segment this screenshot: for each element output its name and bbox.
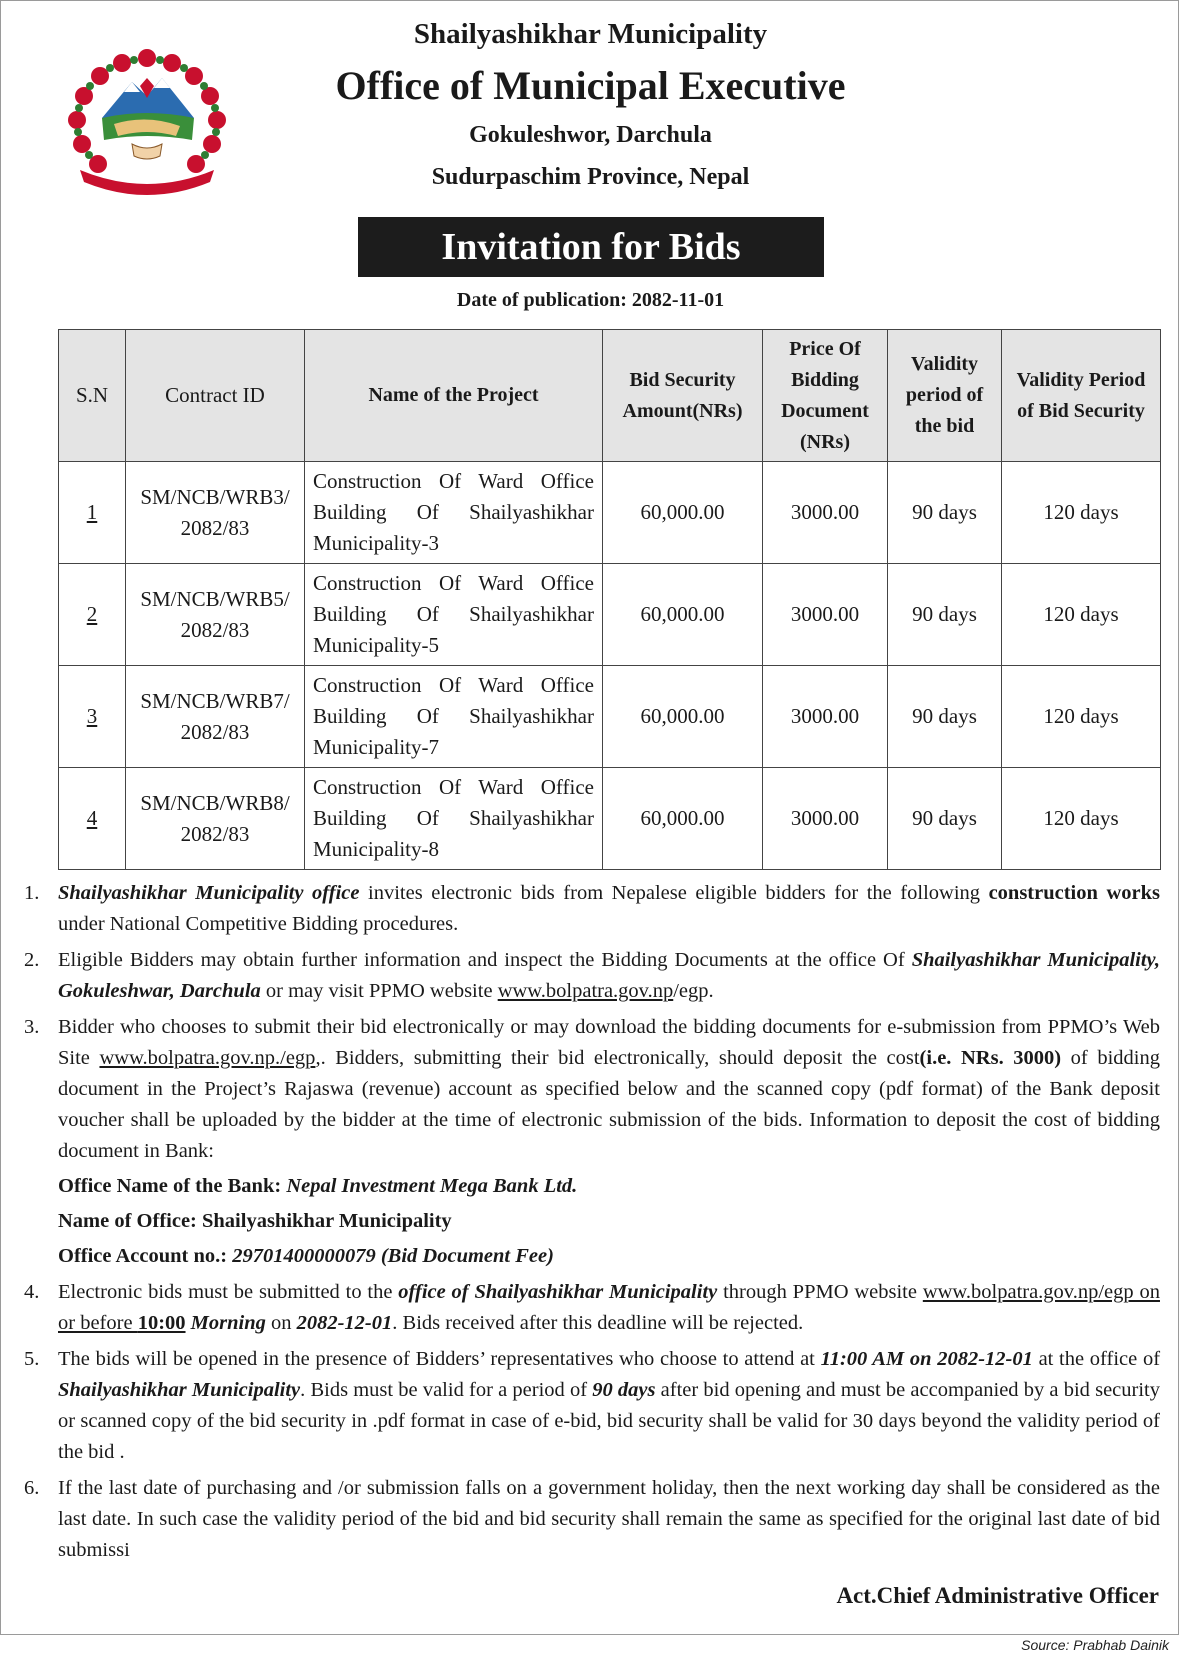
note-item	[24, 1012, 1160, 1272]
cell-price: 3000.00	[763, 564, 888, 666]
contract-id-line1: SM/NCB/WRB3/	[140, 484, 290, 509]
ppmo-website-link[interactable]: www.bolpatra.gov.np./egp	[99, 1047, 316, 1069]
sn-value: 1	[86, 500, 98, 524]
cell-project: Construction Of Ward Office Building Of Shailyashikhar Municipality-5	[305, 564, 603, 666]
col-header-price-line3: Document	[781, 399, 869, 422]
sn-value: 3	[86, 704, 98, 728]
col-header-validity-line2: period of	[905, 384, 984, 406]
opening-time: 11:00 AM on 2082-12-01	[820, 1348, 1033, 1370]
cell-project: Construction Of Ward Office Building Of Shailyashikhar Municipality-8	[305, 768, 603, 870]
note-text: Bidder who chooses to submit their bid electronically or may download the bidding documents for e-submission from PPMO’s Web Site	[58, 1016, 1160, 1069]
cell-validity-security: 120 days	[1002, 564, 1161, 666]
table-row	[59, 564, 1161, 666]
note-text: on	[265, 1312, 297, 1334]
note-text: Morning	[190, 1312, 266, 1334]
note-number: 4.	[24, 1281, 40, 1303]
sn-value: 2	[86, 602, 98, 626]
source-credit: Source: Prabhab Dainik	[1021, 1637, 1169, 1653]
note-item	[24, 878, 1160, 940]
note-text: of bidding document in the Project’s Rajaswa (revenue) account as specified below and the scanned copy (pdf format) of the Bank deposit voucher shall be uploaded by the bidder at the time of electronic submission of the bids. Information to deposit the cost of bidding document in Bank:	[58, 1047, 1160, 1162]
col-header-price-line2: Bidding	[791, 368, 859, 391]
office-province: Sudurpaschim Province, Nepal	[431, 164, 750, 190]
deadline-date: 2082-12-01	[296, 1312, 393, 1334]
col-header-validity-line1: Validity	[910, 353, 979, 375]
note-number: 2.	[24, 949, 40, 971]
note-text: at the office of	[1032, 1348, 1161, 1370]
cell-project: Construction Of Ward Office Building Of Shailyashikhar Municipality-3	[305, 462, 603, 564]
table-header-row	[59, 330, 1161, 462]
sn-value: 4	[86, 806, 98, 830]
cell-price: 3000.00	[763, 462, 888, 564]
note-text: Shailyashikhar Municipality office	[58, 882, 360, 904]
deadline-time: 10:00	[137, 1312, 186, 1334]
office-name-line: Name of Office: Shailyashikhar Municipality	[58, 1210, 452, 1232]
cell-validity: 90 days	[888, 564, 1002, 666]
cell-bid-security: 60,000.00	[603, 564, 763, 666]
cell-contract-id	[126, 462, 305, 564]
note-text: Shailyashikhar Municipality, Gokuleshwar, Darchula	[58, 949, 1160, 1002]
col-header-project: Name of the Project	[305, 330, 603, 462]
note-number: 5.	[24, 1348, 40, 1370]
table-row	[59, 666, 1161, 768]
notes-list	[24, 878, 1160, 1571]
note-text: Eligible Bidders may obtain further information and inspect the Bidding Documents at the office Of	[58, 949, 912, 971]
contract-id-line1: SM/NCB/WRB7/	[140, 688, 290, 713]
cell-price: 3000.00	[763, 768, 888, 870]
col-header-price-line1: Price Of	[789, 337, 861, 360]
note-text: ,. Bidders, submitting their bid electronically, should deposit the cost	[315, 1047, 920, 1069]
note-number: 6.	[24, 1477, 40, 1499]
account-value: 29701400000079 (Bid Document Fee)	[232, 1245, 554, 1267]
cell-contract-id	[126, 564, 305, 666]
cell-bid-security: 60,000.00	[603, 462, 763, 564]
note-text: . Bids must be valid for a period of	[300, 1379, 593, 1401]
ppmo-website-link[interactable]: www.bolpatra.gov.np	[497, 980, 674, 1002]
col-header-price	[763, 330, 888, 462]
note-text: (i.e. NRs. 3000)	[919, 1047, 1062, 1069]
cell-contract-id	[126, 666, 305, 768]
col-header-validity-line3: the bid	[914, 415, 975, 437]
col-header-validity	[888, 330, 1002, 462]
cell-validity-security: 120 days	[1002, 768, 1161, 870]
col-header-contract-id: Contract ID	[126, 330, 305, 462]
bank-name-line	[58, 1167, 1160, 1202]
bank-value: Nepal Investment Mega Bank Ltd.	[286, 1175, 578, 1197]
col-header-bid-security-line2: Amount(NRs)	[622, 399, 743, 422]
cell-bid-security: 60,000.00	[603, 768, 763, 870]
note-text: construction works	[988, 882, 1160, 904]
cell-validity: 90 days	[888, 462, 1002, 564]
cell-validity: 90 days	[888, 768, 1002, 870]
note-number: 1.	[24, 882, 40, 904]
note-text: /egp.	[673, 980, 714, 1002]
cell-contract-id	[126, 768, 305, 870]
contract-id-line1: SM/NCB/WRB8/	[140, 790, 290, 815]
cell-bid-security: 60,000.00	[603, 666, 763, 768]
note-text: after bid opening and must be accompanied by a bid security or scanned copy of the bid security in .pdf format in case of e-bid, bid security shall be valid for 30 days beyond the validity period of the bid .	[58, 1379, 1160, 1463]
col-header-bid-security	[603, 330, 763, 462]
note-text: or may visit PPMO website	[260, 980, 498, 1002]
col-header-bid-security-line1: Bid Security	[629, 368, 736, 391]
note-item	[24, 1473, 1160, 1566]
contract-id-line2: 2082/83	[180, 719, 250, 744]
contract-id-line2: 2082/83	[180, 515, 250, 540]
cell-sn	[59, 666, 126, 768]
note-text: 90 days	[592, 1379, 656, 1401]
notice-banner-title: Invitation for Bids	[358, 217, 824, 277]
note-text: through PPMO website	[717, 1281, 923, 1303]
note-number: 3.	[24, 1016, 40, 1038]
note-text: . Bids received after this deadline will be rejected.	[392, 1312, 804, 1334]
cell-validity-security: 120 days	[1002, 462, 1161, 564]
col-header-validity-security	[1002, 330, 1161, 462]
col-header-price-line4: (NRs)	[800, 430, 850, 453]
cell-validity: 90 days	[888, 666, 1002, 768]
account-label: Office Account no.:	[58, 1245, 233, 1267]
municipality-name: Shailyashikhar Municipality	[413, 18, 768, 50]
cell-sn	[59, 564, 126, 666]
cell-sn	[59, 462, 126, 564]
office-title: Office of Municipal Executive	[335, 63, 846, 108]
col-header-sn: S.N	[59, 330, 126, 462]
col-header-vsec-line2: of Bid Security	[1017, 399, 1145, 422]
signature-title: Act.Chief Administrative Officer	[836, 1583, 1159, 1608]
note-item	[24, 1277, 1160, 1339]
note-text: invites electronic bids from Nepalese eligible bidders for the following	[359, 882, 989, 904]
cell-project: Construction Of Ward Office Building Of Shailyashikhar Municipality-7	[305, 666, 603, 768]
cell-price: 3000.00	[763, 666, 888, 768]
publication-date: Date of publication: 2082-11-01	[456, 289, 725, 311]
office-location: Gokuleshwor, Darchula	[469, 122, 712, 148]
contract-id-line2: 2082/83	[180, 821, 250, 846]
note-item	[24, 945, 1160, 1007]
table-row	[59, 768, 1161, 870]
note-text: The bids will be opened in the presence of Bidders’ representatives who choose to attend at	[58, 1348, 821, 1370]
contract-id-line2: 2082/83	[180, 617, 250, 642]
note-text: Shailyashikhar Municipality	[58, 1379, 301, 1401]
contract-id-line1: SM/NCB/WRB5/	[140, 586, 290, 611]
cell-sn	[59, 768, 126, 870]
note-text: office of Shailyashikhar Municipality	[398, 1281, 718, 1303]
note-text: Electronic bids must be submitted to the	[58, 1281, 399, 1303]
col-header-vsec-line1: Validity Period	[1016, 368, 1146, 391]
bank-label: Office Name of the Bank:	[58, 1175, 287, 1197]
note-text: If the last date of purchasing and /or submission falls on a government holiday, then the next working day shall be considered as the last date. In such case the validity period of the bid and bid security shall remain the same as specified for the original last date of bid submissi	[58, 1477, 1160, 1561]
bid-table	[58, 329, 1161, 870]
cell-validity-security: 120 days	[1002, 666, 1161, 768]
note-item	[24, 1344, 1160, 1468]
note-text: under National Competitive Bidding procedures.	[58, 913, 459, 935]
table-row	[59, 462, 1161, 564]
ppmo-website-link[interactable]: www.bolpatra.gov.np/egp on or before	[58, 1281, 1160, 1334]
account-line	[58, 1237, 1160, 1272]
